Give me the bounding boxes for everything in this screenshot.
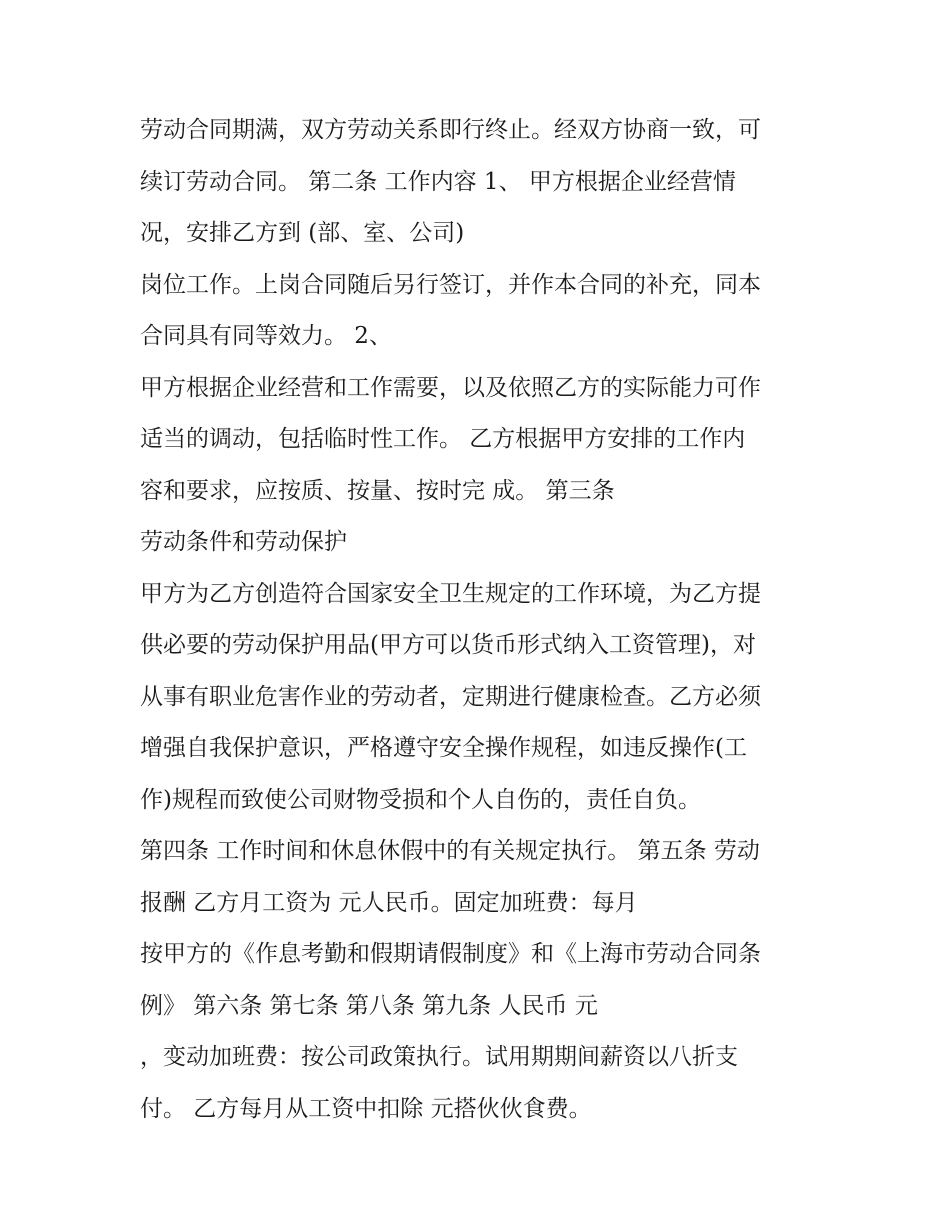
text-line-11: 供必要的劳动保护用品(甲方可以货币形式纳入工资管理)，对: [140, 632, 756, 658]
text-line-9: 劳动条件和劳动保护: [140, 529, 347, 555]
text-line-13: 增强自我保护意识，严格遵守安全操作规程，如违反操作(工: [140, 735, 747, 761]
text-line-19: ，变动加班费：按公司政策执行。试用期期间薪资以八折支: [140, 1044, 738, 1070]
contract-text: [140, 108, 820, 1138]
text-line-1: 劳动合同期满，双方劳动关系即行终止。经双方协商一致，可: [140, 117, 761, 143]
text-line-15: 第四条 工作时间和休息休假中的有关规定执行。 第五条 劳动: [140, 838, 760, 864]
text-line-20: 付。 乙方每月从工资中扣除 元搭伙伙食费。: [140, 1095, 592, 1122]
text-line-4: 岗位工作。上岗合同随后另行签订，并作本合同的补充，同本: [140, 271, 761, 298]
text-line-2: 续订劳动合同。 第二条 工作内容 1、 甲方根据企业经营情: [140, 168, 736, 195]
text-line-3: 况，安排乙方到 (部、室、公司): [140, 220, 465, 246]
text-line-5: 合同具有同等效力。 2、: [140, 323, 392, 349]
text-line-17: 按甲方的《作息考勤和假期请假制度》和《上海市劳动合同条: [140, 941, 761, 967]
text-line-8: 容和要求，应按质、按量、按时完 成。 第三条: [140, 477, 615, 504]
text-line-10: 甲方为乙方创造符合国家安全卫生规定的工作环境，为乙方提: [140, 580, 761, 607]
text-line-18: 例》 第六条 第七条 第八条 第九条 人民币 元: [140, 992, 598, 1019]
text-line-12: 从事有职业危害作业的劳动者，定期进行健康检查。乙方必须: [140, 683, 761, 710]
text-line-6: 甲方根据企业经营和工作需要，以及依照乙方的实际能力可作: [140, 374, 761, 401]
text-line-7: 适当的调动，包括临时性工作。 乙方根据甲方安排的工作内: [140, 426, 746, 452]
text-line-16: 报酬 乙方月工资为 元人民币。固定加班费：每月: [140, 889, 638, 916]
text-line-14: 作)规程而致使公司财物受损和个人自伤的，责任自负。: [140, 786, 701, 813]
